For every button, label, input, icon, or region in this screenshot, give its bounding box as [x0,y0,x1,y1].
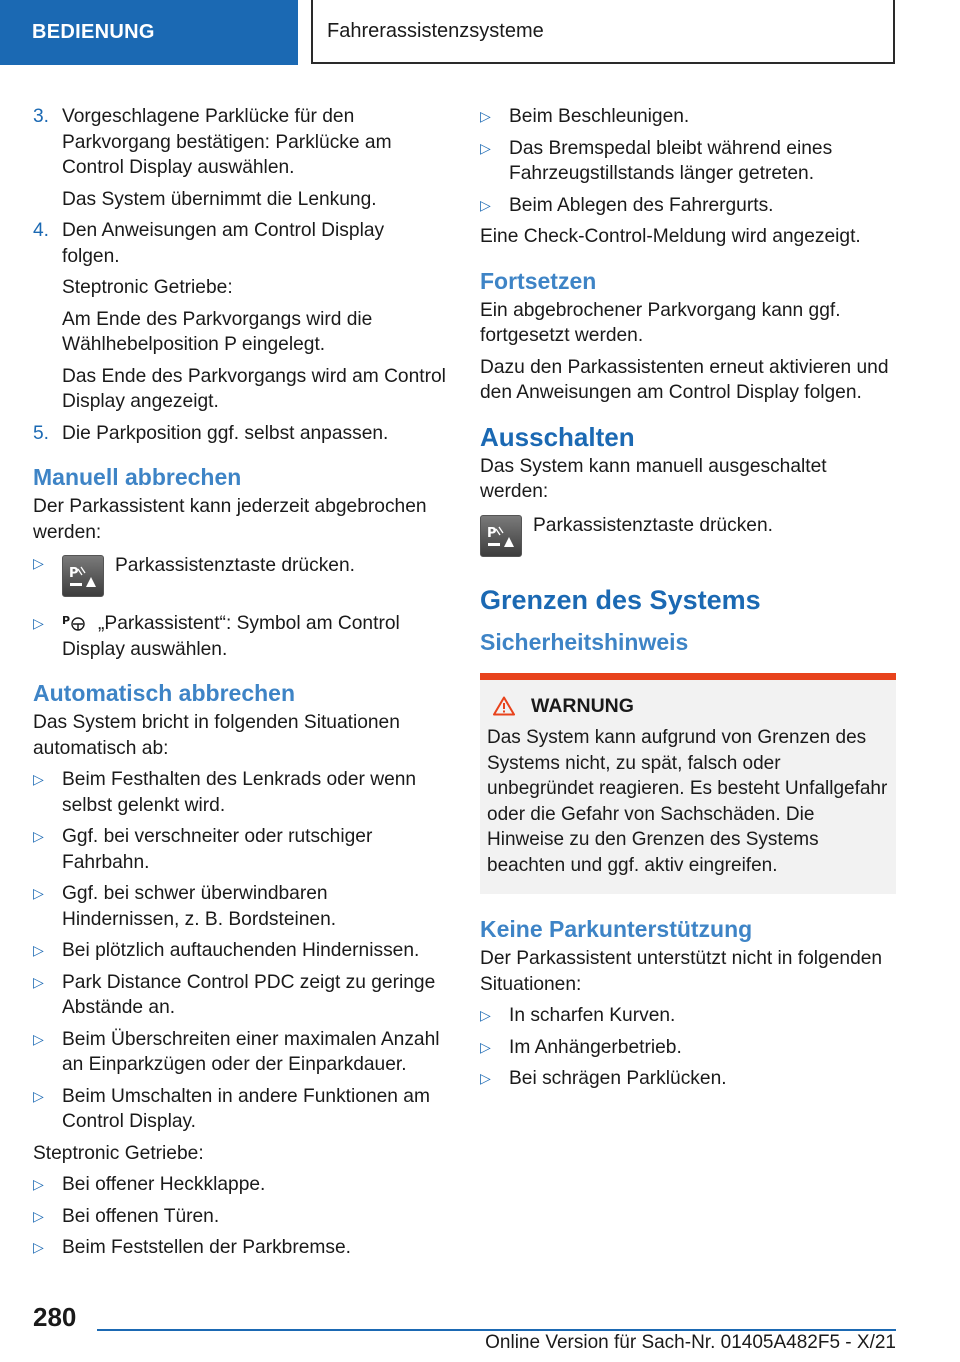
list-item [480,136,896,187]
svg-text:P: P [487,525,497,541]
list-item [33,1172,447,1198]
bullet-triangle-icon: ▷ [480,1070,491,1086]
chapter-title: Fahrerassistenzsysteme [327,19,544,42]
list-text: Ggf. bei schwer überwindbaren Hindernissen, z. B. Bordsteinen. [62,883,337,930]
paragraph: Der Parkassistent unterstützt nicht in folgenden Situationen: [480,948,883,995]
page-number: 280 [33,1302,77,1332]
list-text: In scharfen Kurven. [509,1005,676,1026]
bullet-triangle-icon: ▷ [33,973,44,990]
list-text: Parkassistenztaste drücken. [115,555,355,576]
park-assist-key-icon [62,555,104,597]
list-text: Beim Beschleunigen. [509,106,690,127]
list-item [33,938,447,964]
list-item [480,1003,896,1029]
key-instruction-text: Parkassistenztaste drücken. [533,514,773,536]
warning-title-text: WARNUNG [531,694,634,717]
bullet-triangle-icon: ▷ [33,1176,44,1192]
bullet-triangle-icon: ▷ [480,196,491,213]
bullet-triangle-icon: ▷ [480,1038,491,1055]
step-text: Den Anweisungen am Control Display folgen. [62,220,385,267]
svg-text:P: P [69,566,79,581]
bullet-triangle-icon: ▷ [480,139,491,156]
key-instruction [480,511,896,557]
paragraph: Dazu den Parkassistenten erneut aktivieren und den Anweisungen am Control Display folgen. [480,356,889,403]
section-heading: Manuell abbrechen [33,464,242,490]
bullet-triangle-icon: ▷ [480,108,491,124]
auto-list [33,767,447,1135]
list-item [33,611,447,662]
list-text: Das Bremspedal bleibt während eines Fahrzeugstillstands länger getreten. [509,137,833,184]
list-text [62,611,447,662]
bullet-triangle-icon: ▷ [33,771,44,787]
step-number: 4. [33,220,50,241]
warning-box [480,673,896,895]
step-item [33,421,447,447]
list-text: Im Anhängerbetrieb. [509,1036,682,1058]
list-item [480,193,896,219]
section-tab [0,0,298,65]
step-note: Am Ende des Parkvorgangs wird die Wählhebelposition P eingelegt. [62,308,373,355]
svg-text:P: P [62,614,71,627]
list-item [480,104,896,130]
step-text: Die Parkposition ggf. selbst anpassen. [62,422,389,444]
step-item [33,218,447,269]
step-number: 5. [33,422,50,444]
bullet-triangle-icon: ▷ [33,1207,44,1224]
warning-title [487,694,888,720]
list-item [33,1027,447,1078]
left-column [33,104,447,1267]
step-number: 3. [33,106,50,127]
section-heading: Sicherheitshinweis [480,628,689,655]
list-text: Bei offener Heckklappe. [62,1174,266,1195]
list-text: Bei offenen Türen. [62,1205,220,1227]
bullet-triangle-icon: ▷ [33,885,44,901]
warning-body: Das System kann aufgrund von Grenzen des Systems nicht, zu spät, falsch oder unbegründet reagieren. Es besteht Unfallgefahr oder die Gefahr von Sachschäden. Die Hinweise zu den Grenzen des Systems beachten und ggf. aktiv eingreifen. [487,727,888,876]
list-item [33,1235,447,1261]
list-item [33,824,447,875]
paragraph: Ein abgebrochener Parkvorgang kann ggf. fortgesetzt werden. [480,299,841,346]
list-text: Bei schrägen Parklücken. [509,1068,727,1089]
bullet-triangle-icon: ▷ [33,555,44,571]
list-text: Beim Festhalten des Lenkrads oder wenn selbst gelenkt wird. [62,769,417,816]
list-item [33,970,447,1021]
paragraph: Das System bricht in folgenden Situationen automatisch ab: [33,712,400,759]
list-item [480,1066,896,1092]
list-text: Bei plötzlich auftauchenden Hindernissen. [62,940,420,961]
bullet-triangle-icon: ▷ [33,615,44,631]
park-assist-symbol-icon [62,612,88,632]
bullet-triangle-icon: ▷ [33,828,44,844]
list-text: Beim Feststellen der Parkbremse. [62,1237,351,1258]
list-text: Beim Umschalten in andere Funktionen am Control Display. [62,1085,430,1132]
bullet-triangle-icon: ▷ [33,1087,44,1104]
list-item [480,1035,896,1061]
bullet-triangle-icon: ▷ [33,1239,44,1255]
step-note: Steptronic Getriebe: [62,277,233,298]
bullet-triangle-icon: ▷ [33,942,44,958]
list-text: Ggf. bei verschneiter oder rutschiger Fahrbahn. [62,826,373,873]
paragraph: Eine Check-Control-Meldung wird angezeigt. [480,226,861,247]
right-column [480,104,896,1098]
paragraph: Das System kann manuell ausgeschaltet werden: [480,455,827,502]
paragraph: Steptronic Getriebe: [33,1142,204,1164]
section-heading: Fortsetzen [480,267,597,294]
step-item [33,104,447,181]
footer-divider [97,1329,896,1331]
section-heading-large: Ausschalten [480,421,635,452]
park-assist-key-icon [480,515,522,557]
list-item [33,551,447,597]
footer-text: Online Version für Sach-Nr. 01405A482F5 - X/21 [485,1332,896,1353]
chapter-heading: Grenzen des Systems [480,584,761,615]
list-item [33,881,447,932]
section-title: BEDIENUNG [32,21,155,43]
list-item [33,1204,447,1230]
list-text: Park Distance Control PDC zeigt zu geringe Abstände an. [62,971,436,1018]
chapter-tab [311,0,895,64]
list-text: Beim Überschreiten einer maximalen Anzahl an Einparkzügen oder der Einparkdauer. [62,1028,440,1075]
bullet-triangle-icon: ▷ [480,1007,491,1023]
warning-triangle-icon [493,696,515,716]
section-heading: Automatisch abbrechen [33,680,295,706]
list-item [33,1084,447,1135]
list-text: Beim Ablegen des Fahrergurts. [509,194,774,216]
paragraph: Der Parkassistent kann jederzeit abgebrochen werden: [33,496,427,543]
step-note: Das Ende des Parkvorgangs wird am Control Display angezeigt. [62,365,446,412]
step-text: Vorgeschlagene Parklücke für den Parkvorgang bestätigen: Parklücke am Control Display auswählen. [62,106,392,178]
steptronic-list [33,1172,447,1261]
list-text-inner: „Parkassistent“: Symbol am Control Display auswählen. [62,613,400,660]
section-heading: Keine Parkunterstützung [480,916,753,942]
list-item [33,767,447,818]
bullet-triangle-icon: ▷ [33,1030,44,1047]
step-note: Das System übernimmt die Lenkung. [62,188,377,210]
